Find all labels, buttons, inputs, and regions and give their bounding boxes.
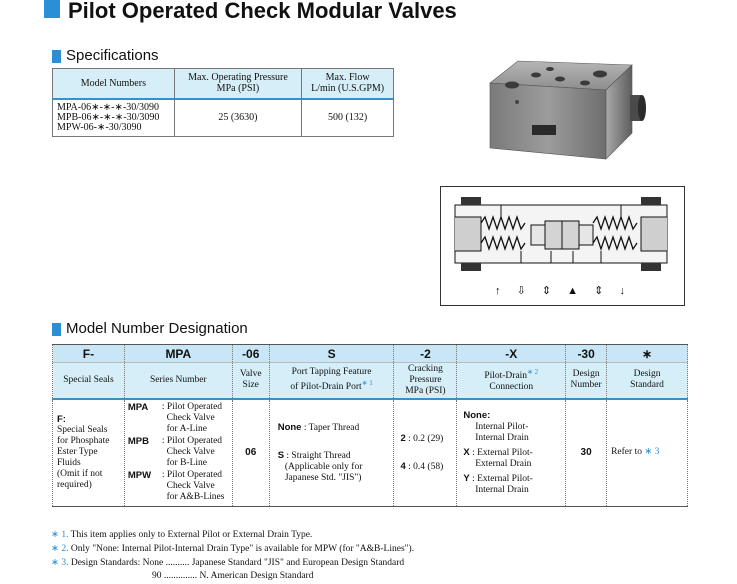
seals-cell: F: Special Seals for Phosphate Ester Type Fluids (Omit if not required): [53, 399, 125, 507]
title-accent-bar: [44, 0, 60, 18]
standard-cell: Refer to ∗ 3: [607, 399, 688, 507]
arrow-down-icon: ↓: [619, 285, 625, 297]
double-arrow-icon: ⇕: [594, 285, 604, 297]
spec-models-cell: [53, 99, 175, 137]
design-number-value: 30: [566, 399, 607, 507]
drain-option-x: X : External Pilot- External Drain: [463, 446, 533, 469]
header-size: Valve Size: [232, 363, 269, 399]
series-cell: [124, 399, 232, 507]
spec-header-flow: Max. Flow L/min (U.S.GPM): [302, 69, 394, 99]
spec-model: MPB-06∗-∗-∗-30/3090: [57, 111, 160, 123]
footnote-2: ∗ 2. Only "None: Internal Pilot-Internal Drain Type" is available for MPW (for "A&B-Lines").: [51, 544, 415, 554]
specs-table: [52, 68, 394, 137]
footnote-3: ∗ 3. Design Standards: None .......... Japanese Standard "JIS" and European Design Standard: [51, 558, 405, 568]
cracking-option: 4 : 0.4 (58): [400, 460, 444, 472]
code-cracking: -2: [394, 345, 457, 363]
series-item: MPB : Pilot Operated Check Valve for B-Line: [127, 436, 223, 469]
drain-option-none: None: Internal Pilot- Internal Drain: [463, 409, 529, 443]
footnote-3b: 90 .............. N. American Design Standard: [152, 571, 314, 581]
code-seals: F-: [53, 345, 125, 363]
arrow-up-icon: ↑: [495, 285, 501, 297]
hollow-arrow-down-icon: ⇩: [516, 285, 526, 297]
cracking-cell: [394, 399, 457, 507]
solid-arrow-up-icon: ▲: [567, 285, 579, 297]
port-cell: [269, 399, 394, 507]
spec-model: MPA-06∗-∗-∗-30/3090: [57, 101, 159, 113]
series-item: MPA : Pilot Operated Check Valve for A-Line: [127, 402, 223, 435]
spec-pressure-value: 25 (3630): [174, 99, 302, 137]
spec-model: MPW-06-∗-30/3090: [57, 121, 142, 133]
valve-render: [440, 55, 687, 175]
drain-option-y: Y : External Pilot- Internal Drain: [463, 472, 533, 495]
port-option-s: S : Straight Thread (Applicable only for Japanese Std. "JIS"): [277, 449, 363, 483]
spec-header-model: Model Numbers: [53, 69, 175, 99]
port-arrows: [495, 285, 625, 297]
cracking-option: 2 : 0.2 (29): [400, 432, 444, 444]
series-item: MPW : Pilot Operated Check Valve for A&B-Lines: [127, 470, 225, 503]
code-drain: -X: [457, 345, 566, 363]
header-design: Design Number: [566, 363, 607, 399]
graphic-symbol-diagram: [440, 186, 685, 306]
double-arrow-icon: ⇕: [541, 285, 552, 297]
drain-cell: [457, 399, 566, 507]
size-value: 06: [232, 399, 269, 507]
header-port: Port Tapping Feature of Pilot-Drain Port$^{∗ 1}$: [269, 363, 394, 399]
designation-table: [52, 344, 688, 507]
cutaway-drawing: [441, 187, 684, 289]
port-option-none: None : Taper Thread: [277, 421, 360, 433]
code-port: S: [269, 345, 394, 363]
designation-accent-bar: [52, 323, 61, 336]
code-series: MPA: [124, 345, 232, 363]
code-standard: ∗: [607, 345, 688, 363]
spec-flow-value: 500 (132): [302, 99, 394, 137]
spec-header-pressure: Max. Operating Pressure MPa (PSI): [174, 69, 302, 99]
valve-photo: [440, 55, 687, 175]
page-title: Pilot Operated Check Modular Valves: [68, 0, 457, 23]
header-cracking: Cracking Pressure MPa (PSI): [394, 363, 457, 399]
specs-accent-bar: [52, 50, 61, 63]
code-size: -06: [232, 345, 269, 363]
header-series: Series Number: [124, 363, 232, 399]
header-seals: Special Seals: [53, 363, 125, 399]
code-design: -30: [566, 345, 607, 363]
designation-heading: Model Number Designation: [66, 320, 248, 337]
footnote-1: ∗ 1. This item applies only to External Pilot or External Drain Type.: [51, 530, 313, 540]
specs-heading: Specifications: [66, 47, 159, 64]
header-standard: Design Standard: [607, 363, 688, 399]
header-drain: Pilot-Drain$^{∗ 2}$ Connection: [457, 363, 566, 399]
